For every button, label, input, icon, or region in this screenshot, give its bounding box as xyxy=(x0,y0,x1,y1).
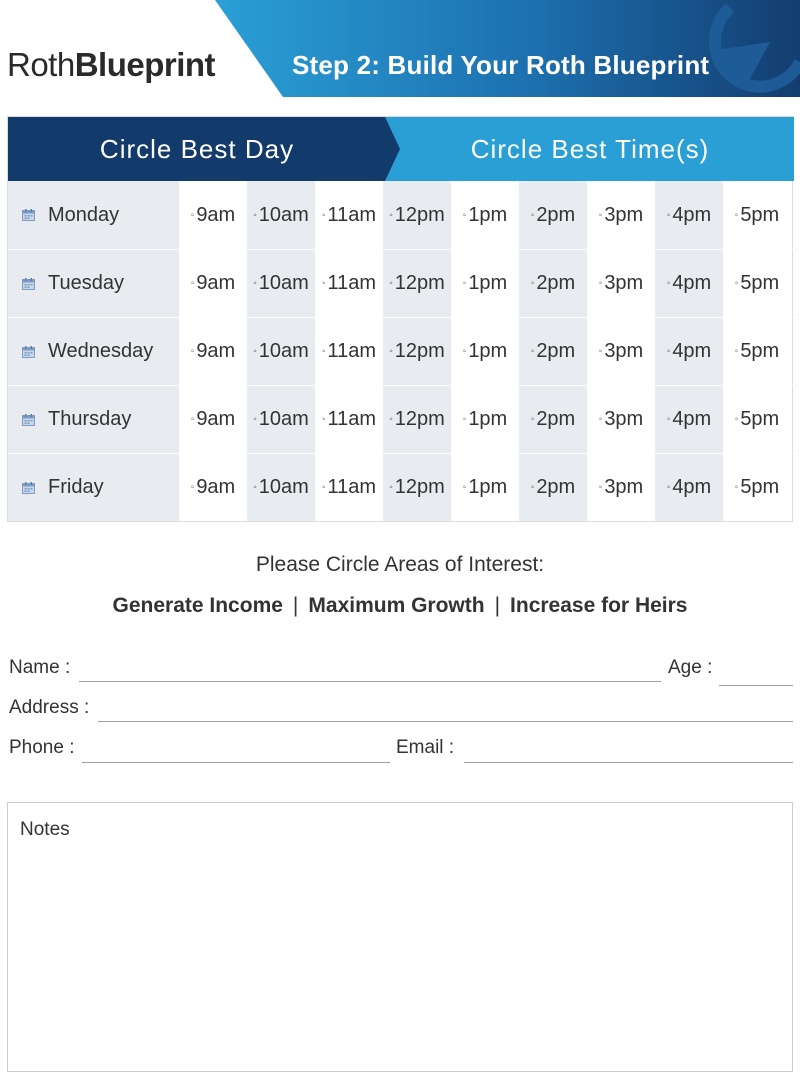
bullet-icon: ◦ xyxy=(253,414,257,425)
time-label: 11am xyxy=(327,203,377,226)
schedule-row xyxy=(8,181,794,249)
time-label: 3pm xyxy=(604,340,644,362)
time-option[interactable] xyxy=(383,386,451,453)
bullet-icon: ◦ xyxy=(734,482,739,493)
interest-option-growth[interactable]: Maximum Growth xyxy=(308,594,485,617)
bullet-icon: ◦ xyxy=(734,414,739,425)
email-label: Email : xyxy=(396,737,455,758)
bullet-icon: ◦ xyxy=(530,414,535,425)
time-option[interactable] xyxy=(519,386,587,453)
calendar-icon xyxy=(22,346,35,358)
interest-options xyxy=(0,594,800,618)
bullet-icon: ◦ xyxy=(389,278,393,289)
bullet-icon: ◦ xyxy=(666,278,671,289)
time-label: 2pm xyxy=(536,203,576,226)
time-heading: Circle Best Time(s) xyxy=(470,133,710,164)
time-option[interactable] xyxy=(655,181,723,249)
time-label: 9am xyxy=(196,476,236,498)
time-option[interactable] xyxy=(451,454,519,521)
time-option[interactable] xyxy=(383,250,451,317)
separator: | xyxy=(292,594,299,617)
age-label: Age : xyxy=(668,657,713,678)
day-label: Wednesday xyxy=(48,340,154,362)
time-option[interactable] xyxy=(655,386,723,453)
bullet-icon: ◦ xyxy=(321,346,326,357)
time-label: 5pm xyxy=(740,476,780,498)
time-label: 12pm xyxy=(394,408,445,430)
interest-option-income[interactable]: Generate Income xyxy=(112,594,283,617)
bullet-icon: ◦ xyxy=(530,482,535,493)
bullet-icon: ◦ xyxy=(530,278,535,289)
schedule-row xyxy=(8,385,794,453)
time-option[interactable] xyxy=(179,318,247,385)
time-option[interactable] xyxy=(723,386,791,453)
time-option[interactable] xyxy=(587,181,655,249)
time-option[interactable] xyxy=(247,386,315,453)
time-label: 3pm xyxy=(604,203,644,226)
schedule-grid xyxy=(8,181,794,521)
time-label: 5pm xyxy=(740,408,780,430)
schedule-row xyxy=(8,249,794,317)
bullet-icon: ◦ xyxy=(389,346,393,357)
time-label: 4pm xyxy=(672,408,712,430)
time-option[interactable] xyxy=(247,454,315,521)
bullet-icon: ◦ xyxy=(598,482,603,493)
bullet-icon: ◦ xyxy=(389,414,393,425)
time-label: 4pm xyxy=(672,203,712,226)
time-option[interactable] xyxy=(451,318,519,385)
time-label: 9am xyxy=(196,340,236,362)
bullet-icon: ◦ xyxy=(666,414,671,425)
logo: RothBlueprint xyxy=(7,46,216,83)
time-label: 3pm xyxy=(604,272,644,294)
time-option[interactable] xyxy=(383,181,451,249)
notes-label: Notes xyxy=(20,819,70,840)
time-option[interactable] xyxy=(315,386,383,453)
time-label: 3pm xyxy=(604,408,644,430)
time-option[interactable] xyxy=(519,250,587,317)
bullet-icon: ◦ xyxy=(462,346,467,357)
schedule-table xyxy=(7,116,793,522)
bullet-icon: ◦ xyxy=(462,414,467,425)
page-header xyxy=(0,0,800,100)
time-label: 12pm xyxy=(394,476,445,498)
bullet-icon: ◦ xyxy=(666,346,671,357)
time-label: 4pm xyxy=(672,476,712,498)
bullet-icon: ◦ xyxy=(598,278,603,289)
notes-box[interactable] xyxy=(7,802,793,1072)
bullet-icon: ◦ xyxy=(598,346,603,357)
bullet-icon: ◦ xyxy=(462,209,467,221)
schedule-header xyxy=(8,117,794,181)
bullet-icon: ◦ xyxy=(462,482,467,493)
time-option[interactable] xyxy=(587,454,655,521)
day-option[interactable] xyxy=(8,318,179,385)
time-label: 5pm xyxy=(740,203,780,226)
bullet-icon: ◦ xyxy=(321,414,326,425)
bullet-icon: ◦ xyxy=(734,346,739,357)
time-option[interactable] xyxy=(315,454,383,521)
day-label: Thursday xyxy=(48,408,132,430)
separator: | xyxy=(494,594,501,617)
time-option[interactable] xyxy=(315,250,383,317)
address-label: Address : xyxy=(9,697,90,718)
time-label: 2pm xyxy=(536,408,576,430)
time-option[interactable] xyxy=(247,181,315,249)
bullet-icon: ◦ xyxy=(389,482,393,493)
time-option[interactable] xyxy=(655,250,723,317)
time-option[interactable] xyxy=(723,318,791,385)
time-label: 9am xyxy=(196,272,236,294)
bullet-icon: ◦ xyxy=(253,346,257,357)
bullet-icon: ◦ xyxy=(666,209,671,221)
time-label: 9am xyxy=(196,203,236,226)
time-option[interactable] xyxy=(723,181,791,249)
time-label: 10am xyxy=(258,203,309,226)
bullet-icon: ◦ xyxy=(190,278,195,289)
bullet-icon: ◦ xyxy=(253,278,257,289)
email-field[interactable] xyxy=(464,762,793,763)
time-label: 1pm xyxy=(468,203,508,226)
day-label: Friday xyxy=(48,476,104,498)
bullet-icon: ◦ xyxy=(389,209,393,221)
interest-question: Please Circle Areas of Interest: xyxy=(255,553,545,576)
time-label: 2pm xyxy=(536,476,576,498)
time-option[interactable] xyxy=(179,454,247,521)
bullet-icon: ◦ xyxy=(734,209,739,221)
schedule-row xyxy=(8,453,794,521)
time-option[interactable] xyxy=(723,454,791,521)
time-option[interactable] xyxy=(451,181,519,249)
bullet-icon: ◦ xyxy=(462,278,467,289)
time-label: 10am xyxy=(258,408,309,430)
time-option[interactable] xyxy=(451,250,519,317)
time-label: 10am xyxy=(258,340,309,362)
time-option[interactable] xyxy=(519,454,587,521)
bullet-icon: ◦ xyxy=(190,346,195,357)
bullet-icon: ◦ xyxy=(321,278,326,289)
phone-label: Phone : xyxy=(9,737,75,758)
time-option[interactable] xyxy=(179,386,247,453)
bullet-icon: ◦ xyxy=(666,482,671,493)
bullet-icon: ◦ xyxy=(253,482,257,493)
bullet-icon: ◦ xyxy=(321,482,326,493)
day-option[interactable] xyxy=(8,181,179,249)
time-label: 5pm xyxy=(740,340,780,362)
name-field[interactable] xyxy=(79,681,661,682)
time-option[interactable] xyxy=(315,181,383,249)
day-heading: Circle Best Day xyxy=(99,133,295,164)
bullet-icon: ◦ xyxy=(190,414,195,425)
time-option[interactable] xyxy=(383,318,451,385)
bullet-icon: ◦ xyxy=(321,209,326,221)
day-option[interactable] xyxy=(8,250,179,317)
time-label: 5pm xyxy=(740,272,780,294)
age-field[interactable] xyxy=(719,685,793,686)
day-label: Tuesday xyxy=(48,272,124,294)
time-label: 4pm xyxy=(672,340,712,362)
time-option[interactable] xyxy=(519,181,587,249)
time-label: 12pm xyxy=(394,340,445,362)
calendar-icon xyxy=(22,209,35,221)
time-option[interactable] xyxy=(587,318,655,385)
step-title: Step 2: Build Your Roth Blueprint xyxy=(292,50,710,80)
phone-field[interactable] xyxy=(82,762,390,763)
time-label: 11am xyxy=(327,476,377,498)
day-label: Monday xyxy=(48,203,120,226)
time-option[interactable] xyxy=(451,386,519,453)
time-option[interactable] xyxy=(587,250,655,317)
time-option[interactable] xyxy=(247,318,315,385)
time-label: 1pm xyxy=(468,272,508,294)
time-option[interactable] xyxy=(723,250,791,317)
bullet-icon: ◦ xyxy=(530,346,535,357)
time-label: 10am xyxy=(258,476,309,498)
name-label: Name : xyxy=(9,657,71,678)
calendar-icon xyxy=(22,482,35,494)
time-label: 11am xyxy=(327,340,377,362)
time-label: 3pm xyxy=(604,476,644,498)
address-field[interactable] xyxy=(98,721,793,722)
time-option[interactable] xyxy=(179,250,247,317)
bullet-icon: ◦ xyxy=(253,209,257,221)
time-label: 12pm xyxy=(394,272,445,294)
time-label: 11am xyxy=(327,272,377,294)
time-label: 2pm xyxy=(536,340,576,362)
time-option[interactable] xyxy=(315,318,383,385)
time-label: 9am xyxy=(196,408,236,430)
bullet-icon: ◦ xyxy=(190,209,195,221)
interest-option-heirs[interactable]: Increase for Heirs xyxy=(510,594,688,617)
bullet-icon: ◦ xyxy=(734,278,739,289)
time-option[interactable] xyxy=(179,181,247,249)
calendar-icon xyxy=(22,414,35,426)
schedule-row xyxy=(8,317,794,385)
time-option[interactable] xyxy=(587,386,655,453)
time-label: 10am xyxy=(258,272,309,294)
time-option[interactable] xyxy=(383,454,451,521)
calendar-icon xyxy=(22,278,35,290)
time-label: 1pm xyxy=(468,476,508,498)
time-option[interactable] xyxy=(655,454,723,521)
time-label: 2pm xyxy=(536,272,576,294)
time-option[interactable] xyxy=(247,250,315,317)
time-label: 11am xyxy=(327,408,377,430)
day-option[interactable] xyxy=(8,454,179,521)
time-label: 12pm xyxy=(394,203,445,226)
time-label: 1pm xyxy=(468,408,508,430)
time-label: 1pm xyxy=(468,340,508,362)
day-option[interactable] xyxy=(8,386,179,453)
bullet-icon: ◦ xyxy=(598,414,603,425)
time-option[interactable] xyxy=(519,318,587,385)
bullet-icon: ◦ xyxy=(598,209,603,221)
bullet-icon: ◦ xyxy=(190,482,195,493)
time-option[interactable] xyxy=(655,318,723,385)
bullet-icon: ◦ xyxy=(530,209,535,221)
time-label: 4pm xyxy=(672,272,712,294)
